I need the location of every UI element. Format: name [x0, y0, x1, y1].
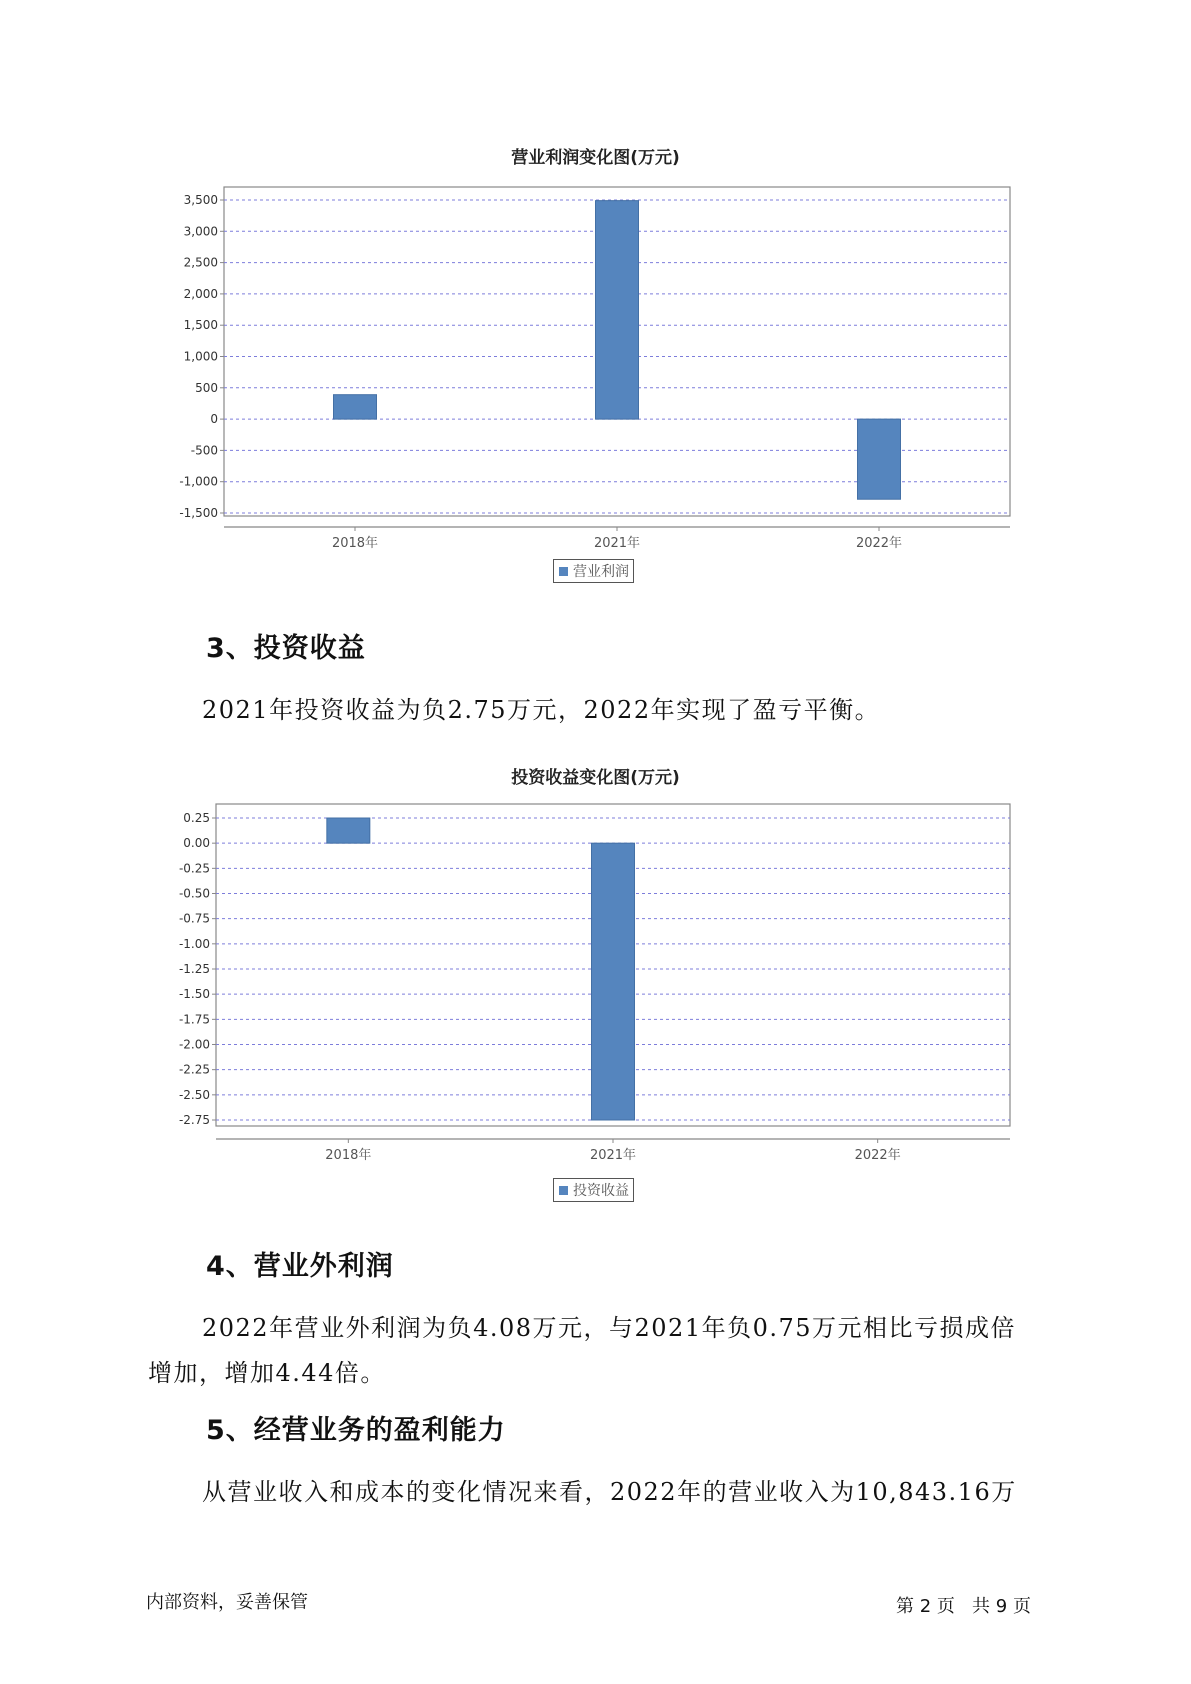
y-tick-label: 0 [210, 412, 218, 427]
footer-page-number: 第 2 页 共 9 页 [896, 1596, 1031, 1617]
chart2-legend [553, 1178, 634, 1202]
chart1-legend-label: 营业利润 [573, 564, 629, 580]
section4-paragraph-line2: 增加，增加4.44倍。 [148, 1359, 386, 1387]
y-tick-label: -1.00 [178, 936, 210, 951]
chart2-legend-label: 投资收益 [573, 1183, 629, 1199]
section5-heading: 5、经营业务的盈利能力 [206, 1415, 506, 1446]
section3-heading: 3、投资收益 [206, 633, 366, 664]
y-tick-label: 1,500 [183, 318, 218, 333]
y-tick-label: -2.00 [178, 1037, 210, 1052]
x-tick-label: 2021年 [589, 1148, 637, 1163]
y-tick-label: -1.75 [178, 1012, 210, 1027]
chart2-title: 投资收益变化图(万元) [511, 768, 680, 788]
x-tick-label: 2022年 [855, 536, 903, 551]
x-tick-label: 2021年 [593, 536, 641, 551]
y-tick-label: -1,000 [179, 474, 218, 489]
bar [592, 843, 635, 1120]
section4-paragraph-line1: 2022年营业外利润为负4.08万元，与2021年负0.75万元相比亏损成倍 [202, 1314, 1017, 1342]
y-tick-label: 2,000 [183, 286, 218, 301]
y-tick-label: -0.75 [178, 911, 210, 926]
chart1-title: 营业利润变化图(万元) [511, 148, 680, 168]
y-tick-label: 3,000 [183, 224, 218, 239]
bar [334, 395, 377, 419]
y-tick-label: 1,000 [183, 349, 218, 364]
x-tick-label: 2018年 [331, 536, 379, 551]
y-tick-label: -2.50 [178, 1087, 210, 1102]
section3-paragraph: 2021年投资收益为负2.75万元，2022年实现了盈亏平衡。 [202, 696, 881, 724]
y-tick-label: 3,500 [183, 193, 218, 207]
y-tick-label: -0.25 [178, 861, 210, 876]
y-tick-label: -1,500 [179, 506, 218, 520]
y-tick-label: -0.50 [178, 886, 210, 901]
operating-profit-chart [150, 180, 1030, 560]
y-tick-label: 0.25 [183, 811, 210, 825]
investment-income-chart [150, 800, 1030, 1180]
legend-swatch [559, 1186, 568, 1195]
y-tick-label: -2.75 [178, 1113, 210, 1127]
bar [858, 419, 901, 499]
legend-swatch [559, 567, 568, 576]
chart1-legend [553, 559, 634, 583]
bar [596, 201, 639, 419]
section4-heading: 4、营业外利润 [206, 1251, 394, 1282]
footer-confidential: 内部资料，妥善保管 [146, 1592, 308, 1613]
y-tick-label: 500 [195, 380, 218, 395]
x-tick-label: 2022年 [854, 1148, 901, 1163]
y-tick-label: -2.25 [178, 1062, 210, 1077]
y-tick-label: -1.50 [178, 987, 210, 1002]
bar [327, 818, 370, 843]
y-tick-label: -1.25 [178, 962, 210, 976]
y-tick-label: 2,500 [183, 255, 218, 270]
x-tick-label: 2018年 [325, 1148, 372, 1163]
section5-paragraph: 从营业收入和成本的变化情况来看，2022年的营业收入为10,843.16万 [202, 1478, 1017, 1506]
y-tick-label: 0.00 [183, 836, 210, 851]
y-tick-label: -500 [190, 443, 218, 458]
